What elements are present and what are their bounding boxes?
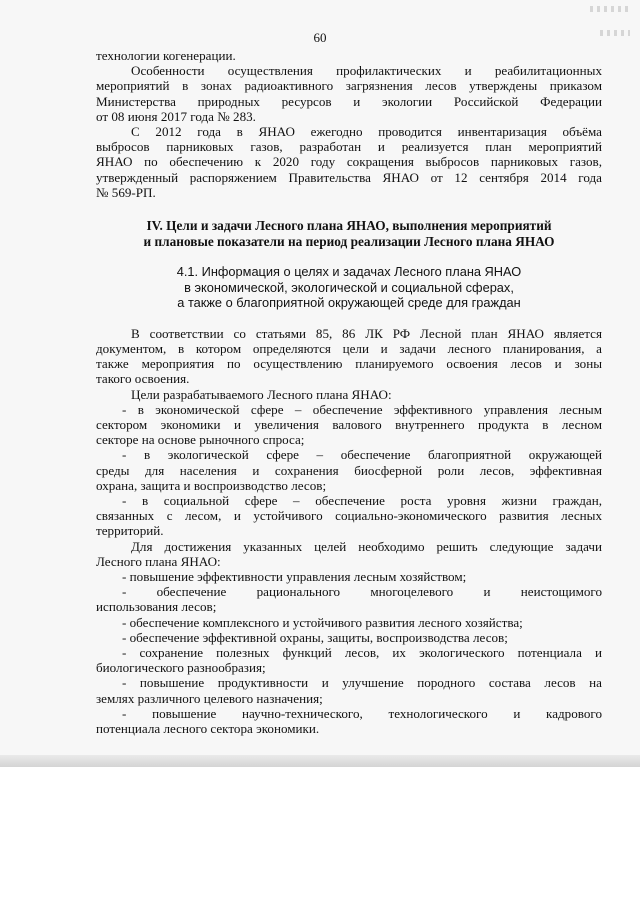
document-body bbox=[96, 48, 602, 736]
text-line: биологического разнообразия; bbox=[96, 660, 266, 676]
text-line: Лесного плана ЯНАО: bbox=[96, 553, 221, 569]
text-line: использования лесов; bbox=[96, 599, 217, 615]
text-line: - повышение научно-технического, технологического и кадрового bbox=[122, 705, 602, 721]
goal-item bbox=[96, 447, 602, 493]
text-line: - в экологической сфере – обеспечение благоприятной окружающей bbox=[122, 447, 602, 463]
subheading-line: 4.1. Информация о целях и задачах Лесного плана ЯНАО bbox=[176, 264, 522, 280]
text-line: связанных с лесом, и устойчивого социально-экономического развития лесных bbox=[96, 508, 602, 524]
paragraph bbox=[96, 539, 602, 569]
subsection-heading bbox=[96, 264, 602, 311]
task-item bbox=[96, 675, 602, 705]
task-item: - повышение эффективности управления лесным хозяйством; bbox=[122, 569, 467, 585]
text-line: землях различного целевого назначения; bbox=[96, 690, 323, 706]
text-line: Для достижения указанных целей необходимо решить следующие задачи bbox=[131, 538, 602, 554]
text-line: С 2012 года в ЯНАО ежегодно проводится инвентаризация объёма bbox=[131, 124, 602, 140]
text-line: сектором экономики и увеличения валового внутреннего продукта в лесном bbox=[96, 417, 602, 433]
text-line: В соответствии со статьями 85, 86 ЛК РФ Лесной план ЯНАО является bbox=[131, 325, 602, 341]
task-item bbox=[96, 706, 602, 736]
section-heading bbox=[96, 218, 602, 250]
text-line: от 08 июня 2017 года № 283. bbox=[96, 108, 256, 124]
text-line: также мероприятия по осуществлению планируемого освоения лесов и зоны bbox=[96, 356, 602, 372]
scan-edge-shadow bbox=[0, 755, 640, 767]
text-line: Цели разрабатываемого Лесного плана ЯНАО: bbox=[131, 386, 392, 402]
text-line: ЯНАО по обеспечению к 2020 году сокращения выбросов парниковых газов, bbox=[96, 154, 602, 170]
text-line: Министерства природных ресурсов и экологии Российской Федерации bbox=[96, 93, 602, 109]
paragraph bbox=[96, 63, 602, 124]
page-number: 60 bbox=[313, 30, 327, 45]
text-line: - в социальной сфере – обеспечение роста уровня жизни граждан, bbox=[122, 493, 602, 509]
heading-line: IV. Цели и задачи Лесного плана ЯНАО, выполнения мероприятий bbox=[146, 218, 552, 234]
text-line: технологии когенерации. bbox=[96, 48, 236, 63]
goal-item bbox=[96, 402, 602, 448]
text-line: охрана, защита и воспроизводство лесов; bbox=[96, 477, 327, 493]
task-item bbox=[96, 584, 602, 614]
text-line: Особенности осуществления профилактических и реабилитационных bbox=[131, 63, 602, 79]
text-line: выбросов парниковых газов, разработан и реализуется план мероприятий bbox=[96, 139, 602, 155]
text-line: - в экономической сфере – обеспечение эффективного управления лесным bbox=[122, 401, 602, 417]
text-line: - сохранение полезных функций лесов, их экологического потенциала и bbox=[122, 645, 602, 661]
text-line: такого освоения. bbox=[96, 371, 190, 387]
goal-item bbox=[96, 493, 602, 539]
text-line: среды для населения и сохранения биосферной роли лесов, эффективная bbox=[96, 462, 602, 478]
text-line: - повышение продуктивности и улучшение породного состава лесов на bbox=[122, 675, 602, 691]
text-line: № 569-РП. bbox=[96, 184, 156, 200]
text-line: мероприятий в зонах радиоактивного загрязнения лесов утверждены приказом bbox=[96, 78, 602, 94]
task-item: - обеспечение комплексного и устойчивого развития лесного хозяйства; bbox=[122, 614, 523, 630]
scan-noise bbox=[590, 6, 630, 12]
spacer bbox=[96, 311, 602, 326]
text-line: утвержденный распоряжением Правительства ЯНАО от 12 сентября 2014 года bbox=[96, 169, 602, 185]
paragraph bbox=[96, 124, 602, 200]
heading-line: и плановые показатели на период реализации Лесного плана ЯНАО bbox=[143, 234, 555, 250]
subheading-line: в экономической, экологической и социальной сферах, bbox=[184, 279, 514, 295]
text-line: - обеспечение рационального многоцелевого и неистощимого bbox=[122, 584, 602, 600]
text-line: секторе на основе рыночного спроса; bbox=[96, 432, 305, 448]
text-line: потенциала лесного сектора экономики. bbox=[96, 721, 320, 737]
task-item bbox=[96, 645, 602, 675]
text-line: территорий. bbox=[96, 523, 164, 539]
paragraph bbox=[96, 326, 602, 387]
task-item: - обеспечение эффективной охраны, защиты, воспроизводства лесов; bbox=[122, 629, 508, 645]
text-line: документом, в котором определяются цели и задачи лесного планирования, а bbox=[96, 341, 602, 357]
subheading-line: а также о благоприятной окружающей среде для граждан bbox=[177, 295, 521, 311]
